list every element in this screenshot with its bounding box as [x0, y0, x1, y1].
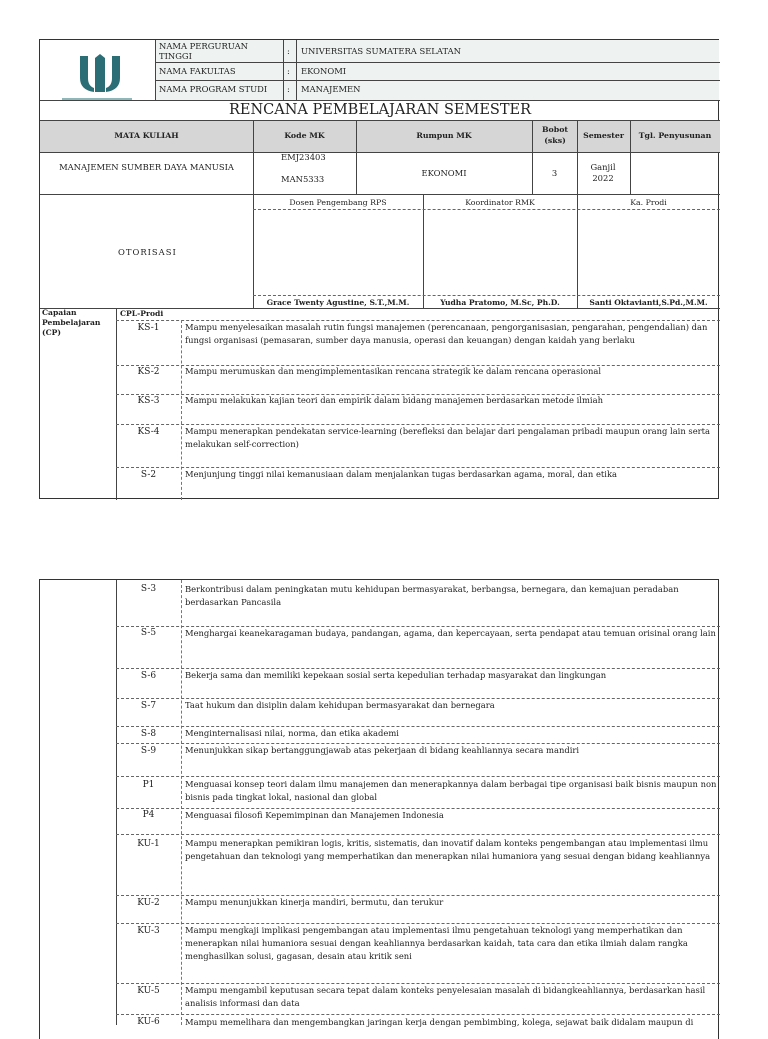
- role-kaprodi: Ka. Prodi: [630, 198, 667, 207]
- cp-text: Mampu melakukan kajian teori dan empirik dalam bidang manajemen berdasarkan metode ilmiah: [185, 395, 603, 405]
- cp-code: KU-1: [137, 839, 160, 849]
- program-sep: :: [287, 84, 290, 94]
- cpl-prodi-label: CPL-Prodi: [120, 309, 164, 318]
- cp-text: Bekerja sama dan memiliki kepekaan sosial serta kepedulian terhadap masyarakat dan lingkungan: [185, 670, 607, 680]
- cp-code: S-3: [140, 584, 157, 594]
- cp-code: KU-3: [137, 926, 160, 936]
- institution-value: UNIVERSITAS SUMATERA SELATAN: [301, 46, 461, 56]
- header-rumpun-mk: Rumpun MK: [416, 131, 472, 140]
- university-logo-icon: [78, 52, 122, 92]
- header-bobot: Bobot (sks): [541, 125, 569, 145]
- cp-code: KU-6: [137, 1017, 160, 1027]
- faculty-label: NAMA FAKULTAS: [159, 66, 236, 76]
- course-name: MANAJEMEN SUMBER DAYA MANUSIA: [59, 162, 234, 172]
- program-value: MANAJEMEN: [301, 84, 361, 94]
- cp-text: Mampu menyelesaikan masalah rutin fungsi manajemen (perencanaan, pengorganisasian, pengarahan, pengendalian) dan fungsi organisasi (pemasaran, sumber daya manusia, operasi dan keuangan) dengan kaidah yang berlaku: [185, 322, 708, 345]
- institution-label: NAMA PERGURUAN TINGGI: [159, 41, 248, 61]
- cp-code: S-5: [140, 628, 157, 638]
- rps-page-2: [39, 579, 719, 1039]
- role-dosen: Dosen Pengembang RPS: [289, 198, 387, 207]
- cp-text: Mampu mengkaji implikasi pengembangan atau implementasi ilmu pengetahuan teknologi yang memperhatikan dan menerapkan nilai humaniora sesuai dengan keahliannya berdasarkan kaidah, tata cara dan etika ilmiah dalam rangka menghasilkan solusi, gagasan, desain atau kritik seni: [185, 925, 688, 961]
- rps-page-1: [39, 39, 719, 499]
- cp-code: S-9: [140, 746, 157, 756]
- cp-text: Mampu mengambil keputusan secara tepat dalam konteks penyelesaian masalah di bidangkeahliannya, berdasarkan hasil analisis informasi dan data: [185, 985, 706, 1008]
- cp-code: KU-5: [137, 986, 160, 996]
- header-mata-kuliah: MATA KULIAH: [114, 131, 179, 140]
- cp-text: Menjunjung tinggi nilai kemanusiaan dalam menjalankan tugas berdasarkan agama, moral, dan etika: [185, 469, 618, 479]
- cp-code: S-2: [140, 470, 157, 480]
- university-logo: [78, 52, 122, 92]
- header-tgl: Tgl. Penyusunan: [638, 131, 712, 140]
- cp-text: Mampu memelihara dan mengembangkan jaringan kerja dengan pembimbing, kolega, sejawat baik didalam maupun di: [185, 1017, 694, 1027]
- cp-text: Mampu menerapkan pendekatan service-learning (berefleksi dan belajar dari pengalaman pribadi maupun orang lain serta melakukan self-correction): [185, 426, 711, 449]
- name-koordinator: Yudha Pratomo, M.Sc, Ph.D.: [440, 298, 560, 307]
- cp-code: KS-1: [137, 323, 160, 333]
- cp-code: S-6: [140, 671, 157, 681]
- role-koordinator: Koordinator RMK: [465, 198, 535, 207]
- faculty-sep: :: [287, 66, 290, 76]
- program-label: NAMA PROGRAM STUDI: [159, 84, 268, 94]
- course-bobot: 3: [551, 168, 558, 178]
- header-semester: Semester: [583, 131, 624, 140]
- cp-text: Menginternalisasi nilai, norma, dan etika akademi: [185, 728, 399, 738]
- cp-text: Taat hukum dan disiplin dalam kehidupan bermasyarakat dan bernegara: [185, 700, 495, 710]
- cp-text: Mampu merumuskan dan mengimplementasikan rencana strategik ke dalam rencana operasional: [185, 366, 602, 376]
- cp-code: KU-2: [137, 898, 160, 908]
- cp-code: KS-3: [137, 396, 160, 406]
- cp-code: KS-2: [137, 367, 160, 377]
- course-rumpun: EKONOMI: [421, 168, 467, 178]
- name-kaprodi: Santi Oktavianti,S.Pd.,M.M.: [589, 298, 708, 307]
- cp-text: Berkontribusi dalam peningkatan mutu kehidupan bermasyarakat, berbangsa, bernegara, dan kemajuan peradaban berdasarkan Pancasila: [185, 584, 679, 607]
- cp-text: Menguasai filosofi Kepemimpinan dan Manajemen Indonesia: [185, 810, 444, 820]
- cp-text: Menunjukkan sikap bertanggungjawab atas pekerjaan di bidang keahliannya secara mandiri: [185, 745, 580, 755]
- cp-code: P4: [142, 810, 155, 820]
- page-title: RENCANA PEMBELAJARAN SEMESTER: [228, 102, 532, 118]
- course-code-2: MAN5333: [281, 174, 325, 184]
- cp-text: Menguasai konsep teori dalam ilmu manajemen dan menerapkannya dalam berbagai tipe organisasi baik bisnis maupun non bisnis pada tingkat lokal, nasional dan global: [185, 779, 717, 802]
- cp-text: Mampu menunjukkan kinerja mandiri, bermutu, dan terukur: [185, 897, 444, 907]
- course-code-1: EMJ23403: [281, 152, 326, 162]
- cp-code: KS-4: [137, 427, 160, 437]
- cp-code: S-8: [140, 729, 157, 739]
- cp-text: Menghargai keanekaragaman budaya, pandangan, agama, dan kepercayaan, serta pendapat atau temuan orisinal orang lain: [185, 628, 716, 638]
- course-semester: Ganjil 2022: [590, 162, 616, 183]
- cp-label: Capaian Pembelajaran (CP): [42, 308, 101, 337]
- otorisasi-label: OTORISASI: [118, 247, 177, 257]
- cp-text: Mampu menerapkan pemikiran logis, kritis, sistematis, dan inovatif dalam konteks pengembangan atau implementasi ilmu pengetahuan dan teknologi yang memperhatikan dan menerapkan nilai humaniora yang sesuai dengan bidang keahliannya: [185, 838, 711, 861]
- cp-code: P1: [142, 780, 155, 790]
- name-dosen: Grace Twenty Agustine, S.T.,M.M.: [266, 298, 410, 307]
- institution-sep: :: [287, 46, 290, 56]
- header-kode-mk: Kode MK: [284, 131, 325, 140]
- cp-code: S-7: [140, 701, 157, 711]
- faculty-value: EKONOMI: [301, 66, 347, 76]
